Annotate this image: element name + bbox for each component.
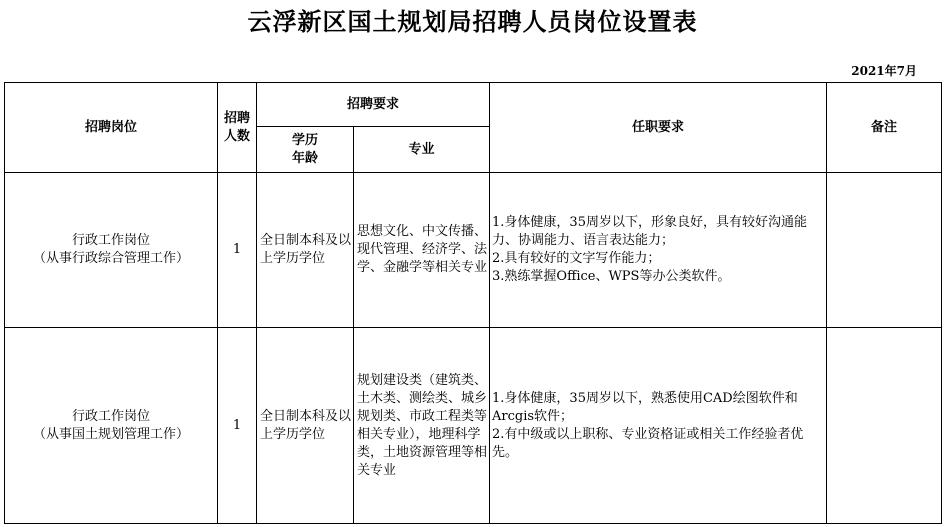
header-position: 招聘岗位: [5, 83, 218, 173]
table-row: [5, 173, 942, 328]
education-cell: 全日制本科及以上学历学位: [257, 173, 354, 328]
major-cell: 规划建设类（建筑类、土木类、测绘类、城乡规划类、市政工程类等相关专业），地理科学类，土地资源管理等相关专业: [354, 328, 490, 524]
page-title: 云浮新区国土规划局招聘人员岗位设置表: [247, 8, 698, 36]
header-count-line2: 人数: [223, 128, 250, 144]
recruitment-table: [4, 82, 942, 524]
major-cell: 思想文化、中文传播、现代管理、经济学、法学、金融学等相关专业: [354, 173, 490, 328]
date-label: 2021年7月: [851, 64, 917, 78]
duty-cell: [490, 328, 827, 524]
header-requirements: 招聘要求: [257, 83, 490, 127]
header-note: 备注: [827, 83, 942, 173]
note-cell: [827, 328, 942, 524]
header-major: 专业: [354, 127, 490, 173]
header-education-line2: 年龄: [291, 150, 318, 166]
education-cell: 全日制本科及以上学历学位: [257, 328, 354, 524]
header-duty: 任职要求: [490, 83, 827, 173]
count-cell: 1: [218, 173, 257, 328]
position-title: 行政工作岗位: [71, 233, 150, 248]
table-row: [5, 328, 942, 524]
header-count-line1: 招聘: [223, 110, 250, 126]
duty-item: 1.身体健康，35周岁以下，熟悉使用CAD绘图软件和Arcgis软件；: [492, 390, 798, 424]
header-education-line1: 学历: [291, 132, 318, 148]
position-subtitle: （从事行政综合管理工作）: [32, 251, 189, 266]
header-education: [257, 127, 354, 173]
header-count: [218, 83, 257, 173]
duty-cell: [490, 173, 827, 328]
position-title: 行政工作岗位: [71, 408, 150, 424]
count-cell: 1: [218, 328, 257, 524]
note-cell: [827, 173, 942, 328]
duty-item: 1.身体健康，35周岁以下，形象良好，具有较好沟通能力、协调能力、语言表达能力；: [492, 215, 807, 248]
position-cell: [5, 328, 218, 524]
duty-item: 2.有中级或以上职称、专业资格证或相关工作经验者优先。: [492, 426, 804, 460]
position-cell: [5, 173, 218, 328]
position-subtitle: （从事国土规划管理工作）: [32, 426, 189, 442]
duty-item: 2.具有较好的文字写作能力；: [492, 251, 661, 266]
duty-item: 3.熟练掌握Office、WPS等办公类软件。: [492, 269, 731, 284]
